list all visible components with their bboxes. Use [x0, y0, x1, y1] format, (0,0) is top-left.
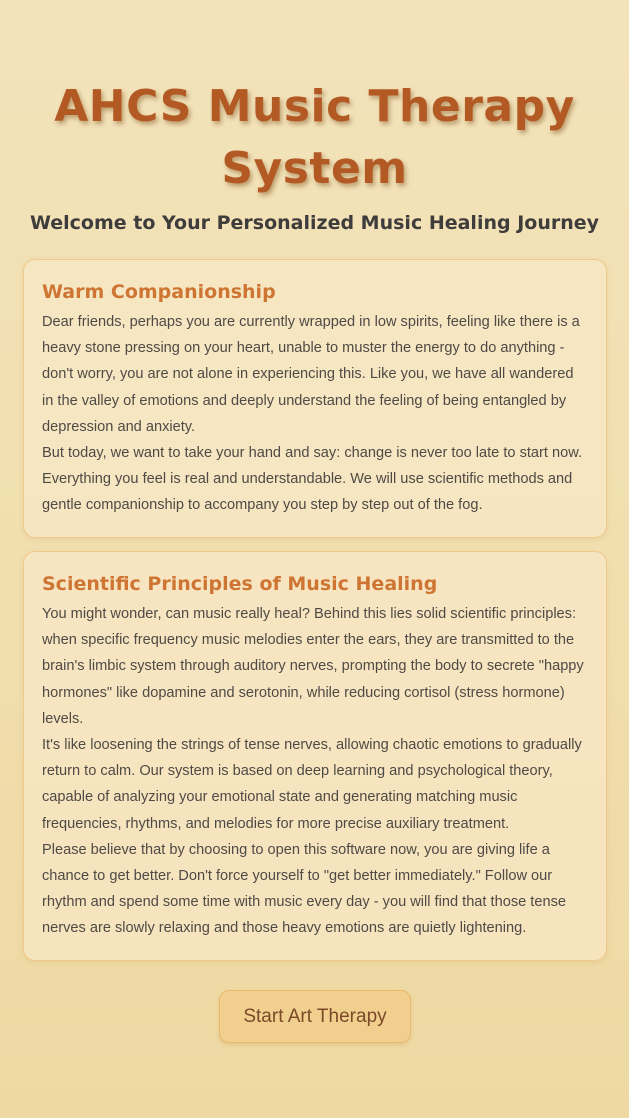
card-paragraph: You might wonder, can music really heal? Behind this lies solid scientific principles: when specific frequency music melodies enter the ears, they are transmitted to the brain's limbic system through auditory nerves, prompting the body to secrete "happy hormones" like dopamine and serotonin, while reducing cortisol (stress hormone) levels.: [42, 606, 584, 727]
card-title: Warm Companionship: [42, 281, 276, 303]
app-title: AHCS Music Therapy System: [54, 81, 575, 194]
card-title: Scientific Principles of Music Healing: [42, 573, 438, 595]
card-paragraph: It's like loosening the strings of tense nerves, allowing chaotic emotions to gradually return to calm. Our system is based on deep learning and psychological theory, capable of analyzing your emotional state and generating matching music frequencies, rhythms, and melodies for more precise auxiliary treatment.: [42, 737, 582, 832]
start-art-therapy-button[interactable]: Start Art Therapy: [219, 990, 411, 1043]
warm-companionship-card: [23, 259, 607, 538]
card-paragraph: But today, we want to take your hand and say: change is never too late to start now. Everything you feel is real and understandable. We will use scientific methods and gentle companionship to accompany you step by step out of the fog.: [42, 445, 583, 514]
card-paragraph: Dear friends, perhaps you are currently wrapped in low spirits, feeling like there is a heavy stone pressing on your heart, unable to muster the energy to do anything - don't worry, you are not alone in experiencing this. Like you, we have all wandered in the valley of emotions and deeply understand the feeling of being entangled by depression and anxiety.: [42, 314, 580, 435]
card-paragraph: Please believe that by choosing to open this software now, you are giving life a chance to get better. Don't force yourself to "get better immediately." Follow our rhythm and spend some time with music every day - you will find that those tense nerves are slowly relaxing and those heavy emotions are quietly lightening.: [42, 841, 566, 937]
app-subtitle: Welcome to Your Personalized Music Healing Journey: [29, 212, 600, 234]
music-healing-principles-card: [23, 551, 607, 961]
